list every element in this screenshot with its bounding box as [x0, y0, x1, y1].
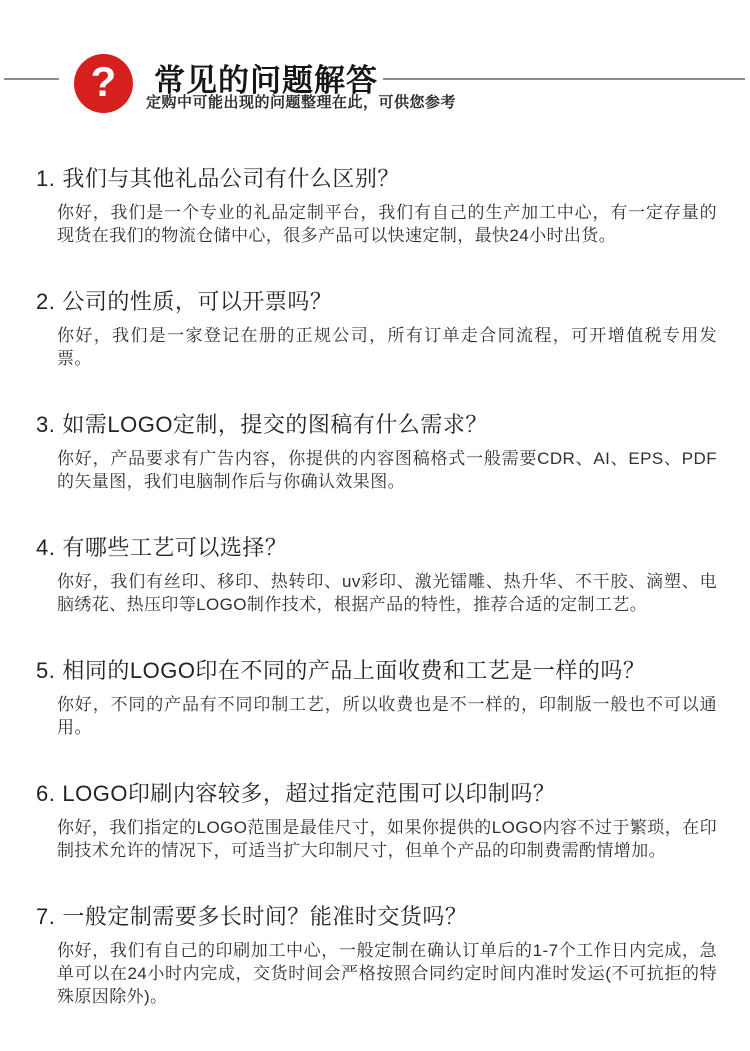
page-subtitle: 定购中可能出现的问题整理在此，可供您参考: [146, 94, 457, 111]
faq-question-text: 如需LOGO定制，提交的图稿有什么需求？: [62, 412, 488, 437]
faq-question: [36, 658, 726, 684]
faq-question-number: 5.: [36, 658, 56, 683]
faq-question-text: LOGO印刷内容较多，超过指定范围可以印制吗？: [62, 781, 556, 806]
faq-question: [36, 904, 726, 930]
faq-item: [36, 535, 726, 616]
faq-question-number: 4.: [36, 535, 56, 560]
faq-question: [36, 289, 726, 315]
faq-answer: 你好，不同的产品有不同印制工艺，所以收费也是不一样的，印制版一般也不可以通用。: [57, 695, 717, 737]
header-right-divider: [383, 78, 745, 80]
page-title: 常见的问题解答: [154, 63, 378, 98]
faq-question: [36, 781, 726, 807]
faq-answer: 你好，我们有丝印、移印、热转印、uv彩印、激光镭雕、热升华、不干胶、滴塑、电脑绣花、热压印等LOGO制作技术，根据产品的特性，推荐合适的定制工艺。: [57, 572, 717, 614]
faq-item: [36, 658, 726, 739]
header-left-divider: [4, 78, 59, 80]
faq-item: [36, 289, 726, 370]
faq-question-text: 相同的LOGO印在不同的产品上面收费和工艺是一样的吗？: [62, 658, 646, 683]
faq-question-number: 6.: [36, 781, 56, 806]
faq-item: [36, 412, 726, 493]
faq-question-number: 3.: [36, 412, 56, 437]
faq-item: [36, 781, 726, 862]
faq-answer: 你好，我们指定的LOGO范围是最佳尺寸，如果你提供的LOGO内容不过于繁琐，在印制技术允许的情况下，可适当扩大印制尺寸，但单个产品的印制费需酌情增加。: [57, 818, 717, 860]
faq-question-text: 我们与其他礼品公司有什么区别？: [62, 166, 400, 191]
faq-item: [36, 904, 726, 1008]
faq-answer: 你好，我们是一家登记在册的正规公司，所有订单走合同流程，可开增值税专用发票。: [57, 326, 717, 368]
question-mark-icon: [74, 54, 133, 113]
faq-question-number: 1.: [36, 166, 56, 191]
faq-item: [36, 166, 726, 247]
faq-question-number: 2.: [36, 289, 56, 314]
faq-question: [36, 412, 726, 438]
faq-answer: 你好，产品要求有广告内容，你提供的内容图稿格式一般需要CDR、AI、EPS、PDF的矢量图，我们电脑制作后与你确认效果图。: [57, 449, 717, 491]
faq-list: [36, 166, 726, 1050]
question-mark-glyph: ?: [90, 57, 117, 105]
faq-question: [36, 166, 726, 192]
faq-question-text: 一般定制需要多长时间？能准时交货吗？: [62, 904, 468, 929]
faq-question-number: 7.: [36, 904, 56, 929]
faq-question: [36, 535, 726, 561]
faq-question-text: 公司的性质，可以开票吗？: [62, 289, 333, 314]
faq-answer: 你好，我们有自己的印刷加工中心，一般定制在确认订单后的1-7个工作日内完成，急单可以在24小时内完成，交货时间会严格按照合同约定时间内准时发运(不可抗拒的特殊原因除外)。: [57, 941, 717, 1006]
faq-question-text: 有哪些工艺可以选择？: [62, 535, 288, 560]
faq-answer: 你好，我们是一个专业的礼品定制平台，我们有自己的生产加工中心，有一定存量的现货在我们的物流仓储中心，很多产品可以快速定制，最快24小时出货。: [57, 203, 717, 245]
